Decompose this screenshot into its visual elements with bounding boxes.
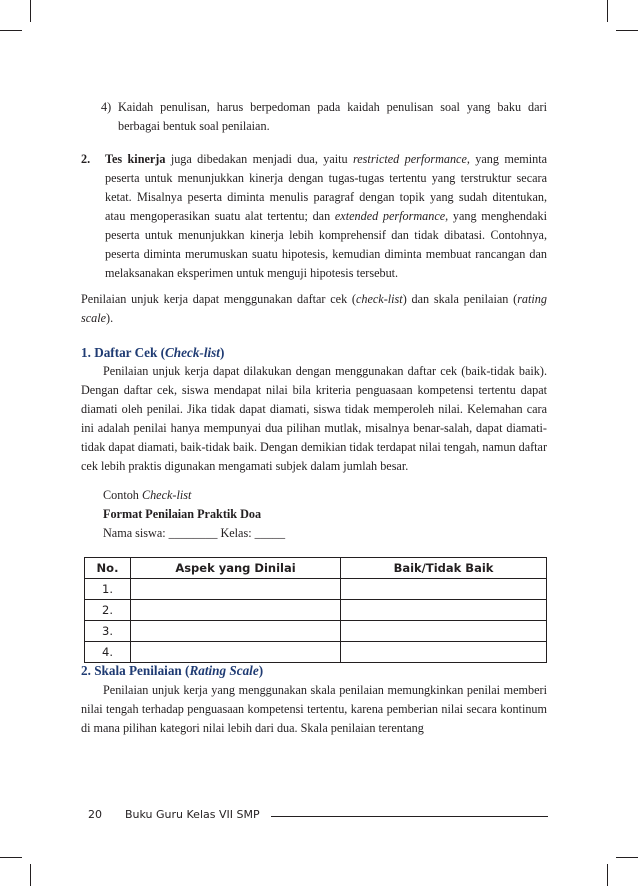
book-title: Buku Guru Kelas VII SMP (125, 808, 260, 821)
term-check-list: check-list (355, 292, 403, 306)
term-restricted-performance: restricted performance (352, 152, 467, 166)
title-fragment: ) (219, 345, 225, 360)
text-fragment: Contoh (103, 488, 142, 502)
table-row (85, 579, 547, 600)
title-fragment: 2. Skala Penilaian ( (81, 663, 190, 678)
list-item-tes-kinerja (81, 150, 547, 283)
crop-mark (30, 0, 31, 22)
title-fragment: 1. Daftar Cek ( (81, 345, 165, 360)
row-number: 1. (85, 579, 131, 600)
result-cell (341, 621, 547, 642)
text-fragment: ). (106, 311, 114, 325)
header-result: Baik/Tidak Baik (341, 558, 547, 579)
row-number: 2. (85, 600, 131, 621)
result-cell (341, 600, 547, 621)
table-row (85, 621, 547, 642)
term-tes-kinerja: Tes kinerja (105, 152, 166, 166)
header-no: No. (85, 558, 131, 579)
row-number: 3. (85, 621, 131, 642)
crop-mark (616, 857, 638, 858)
result-cell (341, 579, 547, 600)
aspect-cell (131, 579, 341, 600)
result-cell (341, 642, 547, 663)
section-2-paragraph: Penilaian unjuk kerja yang menggunakan skala penilaian memungkinkan penilai memberi nilai tengah terhadap penguasaan kompetensi tertentu, karena pemberian nilai secara kontinum di mana pilihan kategori nilai lebih dari dua. Skala penilaian terentang (81, 683, 547, 735)
text-fragment: ) dan skala penilaian ( (402, 292, 518, 306)
list-text: Kaidah penulisan, harus berpedoman pada kaidah penulisan soal yang baku dari berbagai bentuk soal penilaian. (118, 100, 547, 133)
crop-mark (0, 857, 22, 858)
table-row (85, 600, 547, 621)
list-number: 2. (81, 152, 91, 166)
list-text (105, 150, 547, 283)
section-1-paragraph: Penilaian unjuk kerja dapat dilakukan dengan menggunakan daftar cek (baik-tidak baik). Dengan daftar cek, siswa mendapat nilai bila kriteria penguasaan kompetensi tertentu dapat diamati oleh penilai. Jika tidak dapat diamati, siswa tidak memperoleh nilai. Kelemahan cara ini adalah penilai hanya mempunyai dua pilihan mutlak, misalnya benar-salah, dapat diamati-tidak dapat diamati, baik-tidak baik. Dengan demikian tidak terdapat nilai tengah, namun daftar cek lebih praktis digunakan mengamati subjek dalam jumlah besar. (81, 364, 548, 473)
term-extended-performance: extended performance (334, 209, 446, 223)
term-rating-scale: rating scale (81, 292, 547, 325)
text-fragment: , yang menghendaki peserta untuk menunjukkan kinerja lebih komprehensif dan tidak dibatasi. Contohnya, peserta diminta merumuskan suatu hipotesis, kemudian diminta membuat rancangan dan melaksanakan eksperimen untuk menguji hipotesis tersebut. (105, 209, 547, 280)
text-fragment: , yang meminta peserta untuk menunjukkan kinerja dengan tugas-tugas tertentu yang terstruktur secara ketat. Misalnya peserta diminta menulis paragraf dengan topik yang sudah ditentukan, atau mengoperasikan suatu alat tertentu; dan (105, 152, 548, 223)
format-title: Format Penilaian Praktik Doa (103, 507, 262, 521)
title-em: Check-list (165, 345, 220, 360)
table-header-row (85, 558, 547, 579)
intro-paragraph (81, 290, 547, 328)
name-class-line: Nama siswa: ________ Kelas: _____ (103, 526, 286, 540)
header-aspect: Aspek yang Dinilai (131, 558, 341, 579)
crop-mark (607, 0, 608, 22)
crop-mark (616, 30, 638, 31)
row-number: 4. (85, 642, 131, 663)
list-item-4 (101, 98, 547, 136)
title-fragment: ) (258, 663, 264, 678)
text-fragment: juga dibedakan menjadi dua, yaitu (165, 152, 353, 166)
term-check-list: Check-list (141, 488, 192, 502)
section-1-title (81, 343, 547, 362)
crop-mark (607, 864, 608, 886)
page-number: 20 (88, 808, 102, 821)
crop-mark (30, 864, 31, 886)
example-label (103, 486, 543, 505)
aspect-cell (131, 642, 341, 663)
crop-mark (0, 30, 22, 31)
example-block (103, 486, 543, 543)
aspect-cell (131, 600, 341, 621)
checklist-table (84, 557, 547, 663)
table-row (85, 642, 547, 663)
title-em: Rating Scale (189, 663, 259, 678)
list-number: 4) (101, 100, 112, 114)
text-fragment: Penilaian unjuk kerja dapat menggunakan daftar cek ( (81, 292, 356, 306)
section-2-title (81, 661, 547, 680)
aspect-cell (131, 621, 341, 642)
footer-rule (271, 816, 548, 817)
